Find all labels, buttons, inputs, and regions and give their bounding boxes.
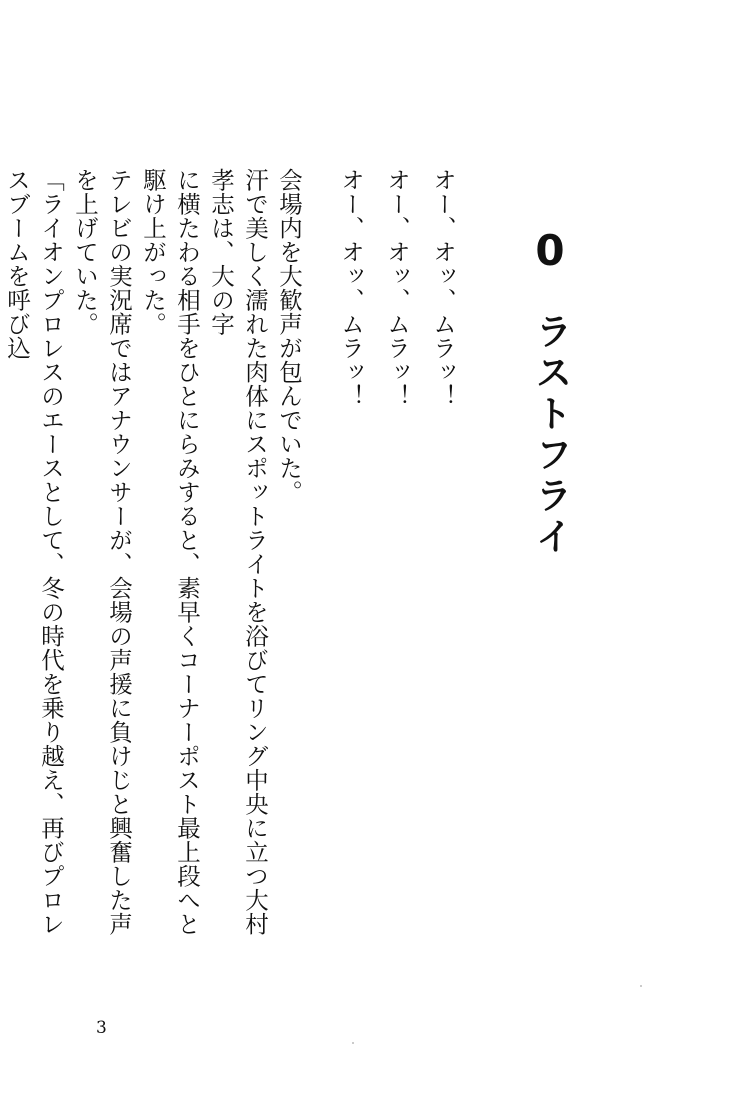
page-number: 3 xyxy=(96,1018,107,1038)
chant-line: オー、オッ、ムラッ！ xyxy=(337,168,365,408)
chant-line: オー、オッ、ムラッ！ xyxy=(383,168,411,408)
body-text xyxy=(0,168,460,958)
chant-line: オー、オッ、ムラッ！ xyxy=(429,168,457,408)
chapter-number: 0 xyxy=(535,226,565,275)
paragraph-line: 「ライオンプロレスのエースとして、冬の時代を乗り越え、再びプロレスブームを呼び込 xyxy=(3,168,65,936)
paragraph-line: に横たわる相手をひとにらみすると、素早くコーナーポスト最上段へと駆け上がった。 xyxy=(139,168,201,936)
paragraph-line: 会場内を大歓声が包んでいた。 xyxy=(275,168,303,504)
chapter-title: ラストフライ xyxy=(529,312,572,558)
paragraph-line: テレビの実況席ではアナウンサーが、会場の声援に負けじと興奮した声を上げていた。 xyxy=(71,168,133,936)
paragraph-line: 汗で美しく濡れた肉体にスポットライトを浴びてリング中央に立つ大村孝志は、大の字 xyxy=(207,168,269,936)
